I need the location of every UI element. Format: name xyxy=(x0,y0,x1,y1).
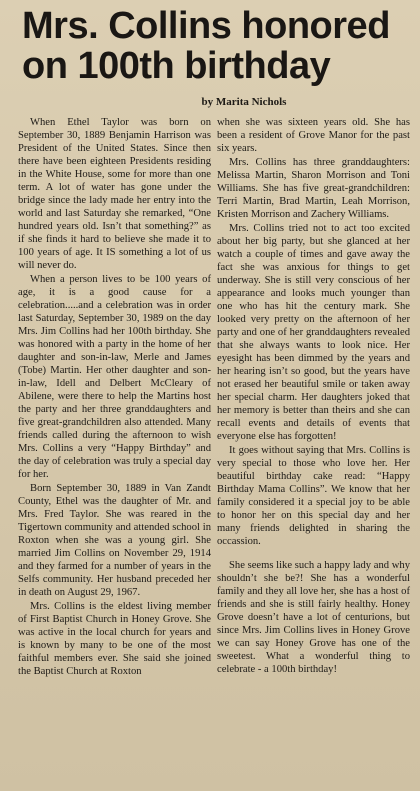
paragraph: It goes without saying that Mrs. Collins is very special to those who love her. Her beautiful birthday cake read: “Happy Birthday Mama Collins”. We know that her family considered it a special joy to be able to honor her on this special day and her many friends delighted in sharing the occassion. xyxy=(217,445,410,547)
paragraph: Mrs. Collins tried not to act too excited about her big party, but she glanced at her watch a couple of times and gave away the fact she was anxious for things to get underway. She is still very conscious of her appearance and looks much younger than one who has hit the century mark. She looked very pretty on the afternoon of her party and one of her granddaughters revealed that she always wants to look nice. Her eyesight has been dimmed by the years and her hearing isn’t so good, but the years have not erased her beautiful smile or taken away her special charm. Her daughters joked that her memory is better than theirs and she can recall events and details of events that everyone else has forgotten! xyxy=(217,223,410,442)
paragraph: when she was sixteen years old. She has been a resident of Grove Manor for the past six years. xyxy=(217,117,410,154)
paragraph: Mrs. Collins has three granddaughters: Melissa Martin, Sharon Morrison and Toni Williams. She has five great-grandchildren: Terri Martin, Brad Martin, Leah Morrison, Kristen Morrison and Zachery Williams. xyxy=(217,157,410,220)
column-gap xyxy=(217,549,410,559)
paragraph: Born September 30, 1889 in Van Zandt County, Ethel was the daughter of Mr. and Mrs. Fred Taylor. She was reared in the Tigertown community and attended school in Roxton when she was a young girl. She married Jim Collins on November 29, 1914 and they farmed for a number of years in the Selfs community. Her husband preceded her in death on August 29, 1967. xyxy=(18,483,211,598)
paragraph: Mrs. Collins is the eldest living member of First Baptist Church in Honey Grove. She was active in the local church for years and is known by many to be one of the most faithful members ever. She said she joined the Baptist Church at Roxton xyxy=(18,601,211,677)
column-left xyxy=(18,116,211,679)
article-columns xyxy=(18,116,410,679)
paragraph: When Ethel Taylor was born on September 30, 1889 Benjamin Harrison was President of the United States. Since then there have been eighteen Presidents residing in the White House, some for more than one term. A lot of water has gone under the bridge since the lady made her entry into the world and last Saturday she remarked, “One hundred years old. Isn’t that something?” as if she finds it hard to believe she made it to 100 years of age. It IS something a lot of us will never do. xyxy=(18,117,211,271)
column-right xyxy=(217,116,410,679)
paragraph: When a person lives to be 100 years of age, it is a good cause for a celebration.....and a celebration was in order last Saturday, September 30, 1989 on the day Mrs. Jim Collins had her 100th birthday. She was honored with a party in the home of her daughter and son-in-law, Merle and James (Tobe) Martin. Her other daughter and son-in-law, Idell and Delbert McCleary of Abilene, were there to help the Martins host the party and her three granddaughters and five great-grandchildren also attended. Many friends called during the afternoon to wish Mrs. Collins a very “Happy Birthday” and the day of celebration was truly a special day for her. xyxy=(18,274,211,480)
paragraph: She seems like such a happy lady and why shouldn’t she be?! She has a wonderful family and they all love her, she has a host of friends and she is still fairly healthy. Honey Grove doesn’t have a lot of centurions, but since Mrs. Jim Collins lives in Honey Grove we can say Honey Grove has one of the sweetest. What a wonderful thing to celebrate - a 100th birthday! xyxy=(217,560,410,675)
headline: Mrs. Collins honored on 100th birthday xyxy=(22,5,390,87)
byline: by Marita Nichols xyxy=(201,96,287,108)
